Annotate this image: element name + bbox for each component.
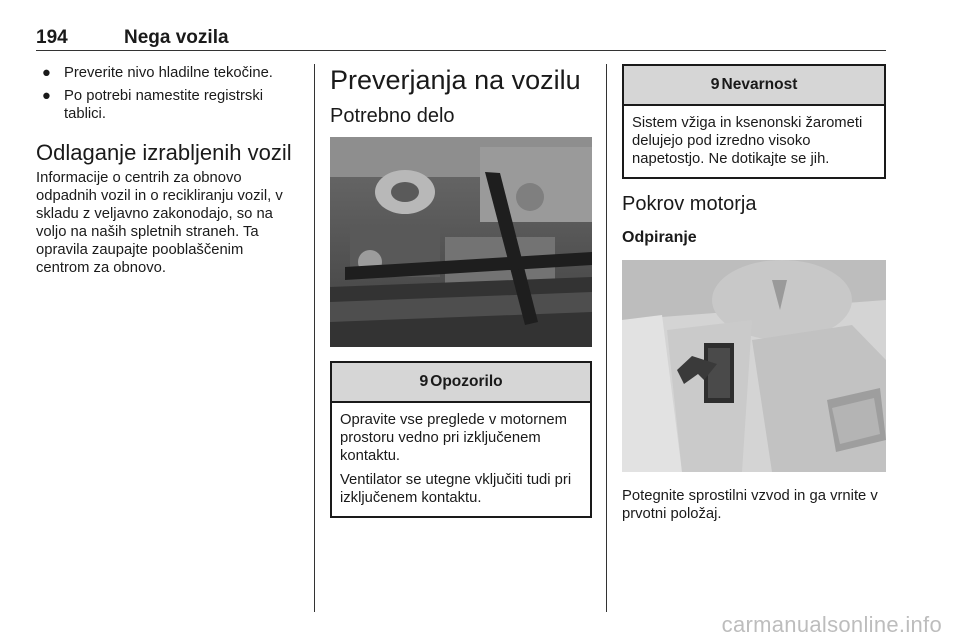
watermark: carmanualsonline.info [721,612,942,637]
list-item: ● Preverite nivo hladilne tekočine. [42,65,273,81]
bullet-icon: ● [42,88,51,104]
danger-box [622,64,886,179]
warning-icon: 9 [419,373,429,390]
bullet-icon: ● [42,65,51,81]
bullet-list [36,64,300,123]
header-rule [36,50,886,51]
left-column [36,64,300,277]
column-divider-2 [606,64,607,612]
warning-text: Opravite vse preglede v motornem prostoru vedno pri izključenem kontaktu. [340,412,567,464]
section-heading-hood: Pokrov motorja [622,193,757,215]
warning-label: Opozorilo [430,373,503,390]
engine-bay-photo [330,137,592,347]
warning-header [332,363,590,403]
chapter-heading: Preverjanja na vozilu [330,65,581,95]
section-heading-disposal: Odlaganje izrabljenih vozil [36,140,292,165]
column-divider-1 [314,64,315,612]
hood-instruction: Potegnite sprostilni vzvod in ga vrnite v prvotni položaj. [622,488,878,522]
page-number: 194 [36,27,68,48]
page-title: Nega vozila [124,27,229,48]
warning-body [332,403,590,516]
subheading-opening: Odpiranje [622,229,697,246]
right-column [622,64,886,523]
list-item: ● Po potrebi namestite registrski tablici. [42,88,264,122]
danger-icon: 9 [710,76,720,93]
danger-header [624,66,884,106]
page-header [36,27,886,49]
disposal-text: Informacije o centrih za obnovo odpadnih vozil in o recikliranju vozil, v skladu z veljavno zakonodajo, so na voljo na naših spletnih straneh. Ta opravila zaupajte pooblaščenim centrom za obnovo. [36,170,283,276]
middle-column [330,64,592,518]
danger-body [624,106,884,177]
warning-box [330,361,592,518]
danger-text: Sistem vžiga in ksenonski žarometi delujejo pod izredno visoko napetostjo. Ne dotikajte se jih. [632,115,863,167]
warning-text: Ventilator se utegne vključiti tudi pri izključenem kontaktu. [340,472,572,506]
hood-release-lever-photo [622,260,886,472]
subheading-required-work: Potrebno delo [330,105,455,127]
danger-label: Nevarnost [721,76,798,93]
